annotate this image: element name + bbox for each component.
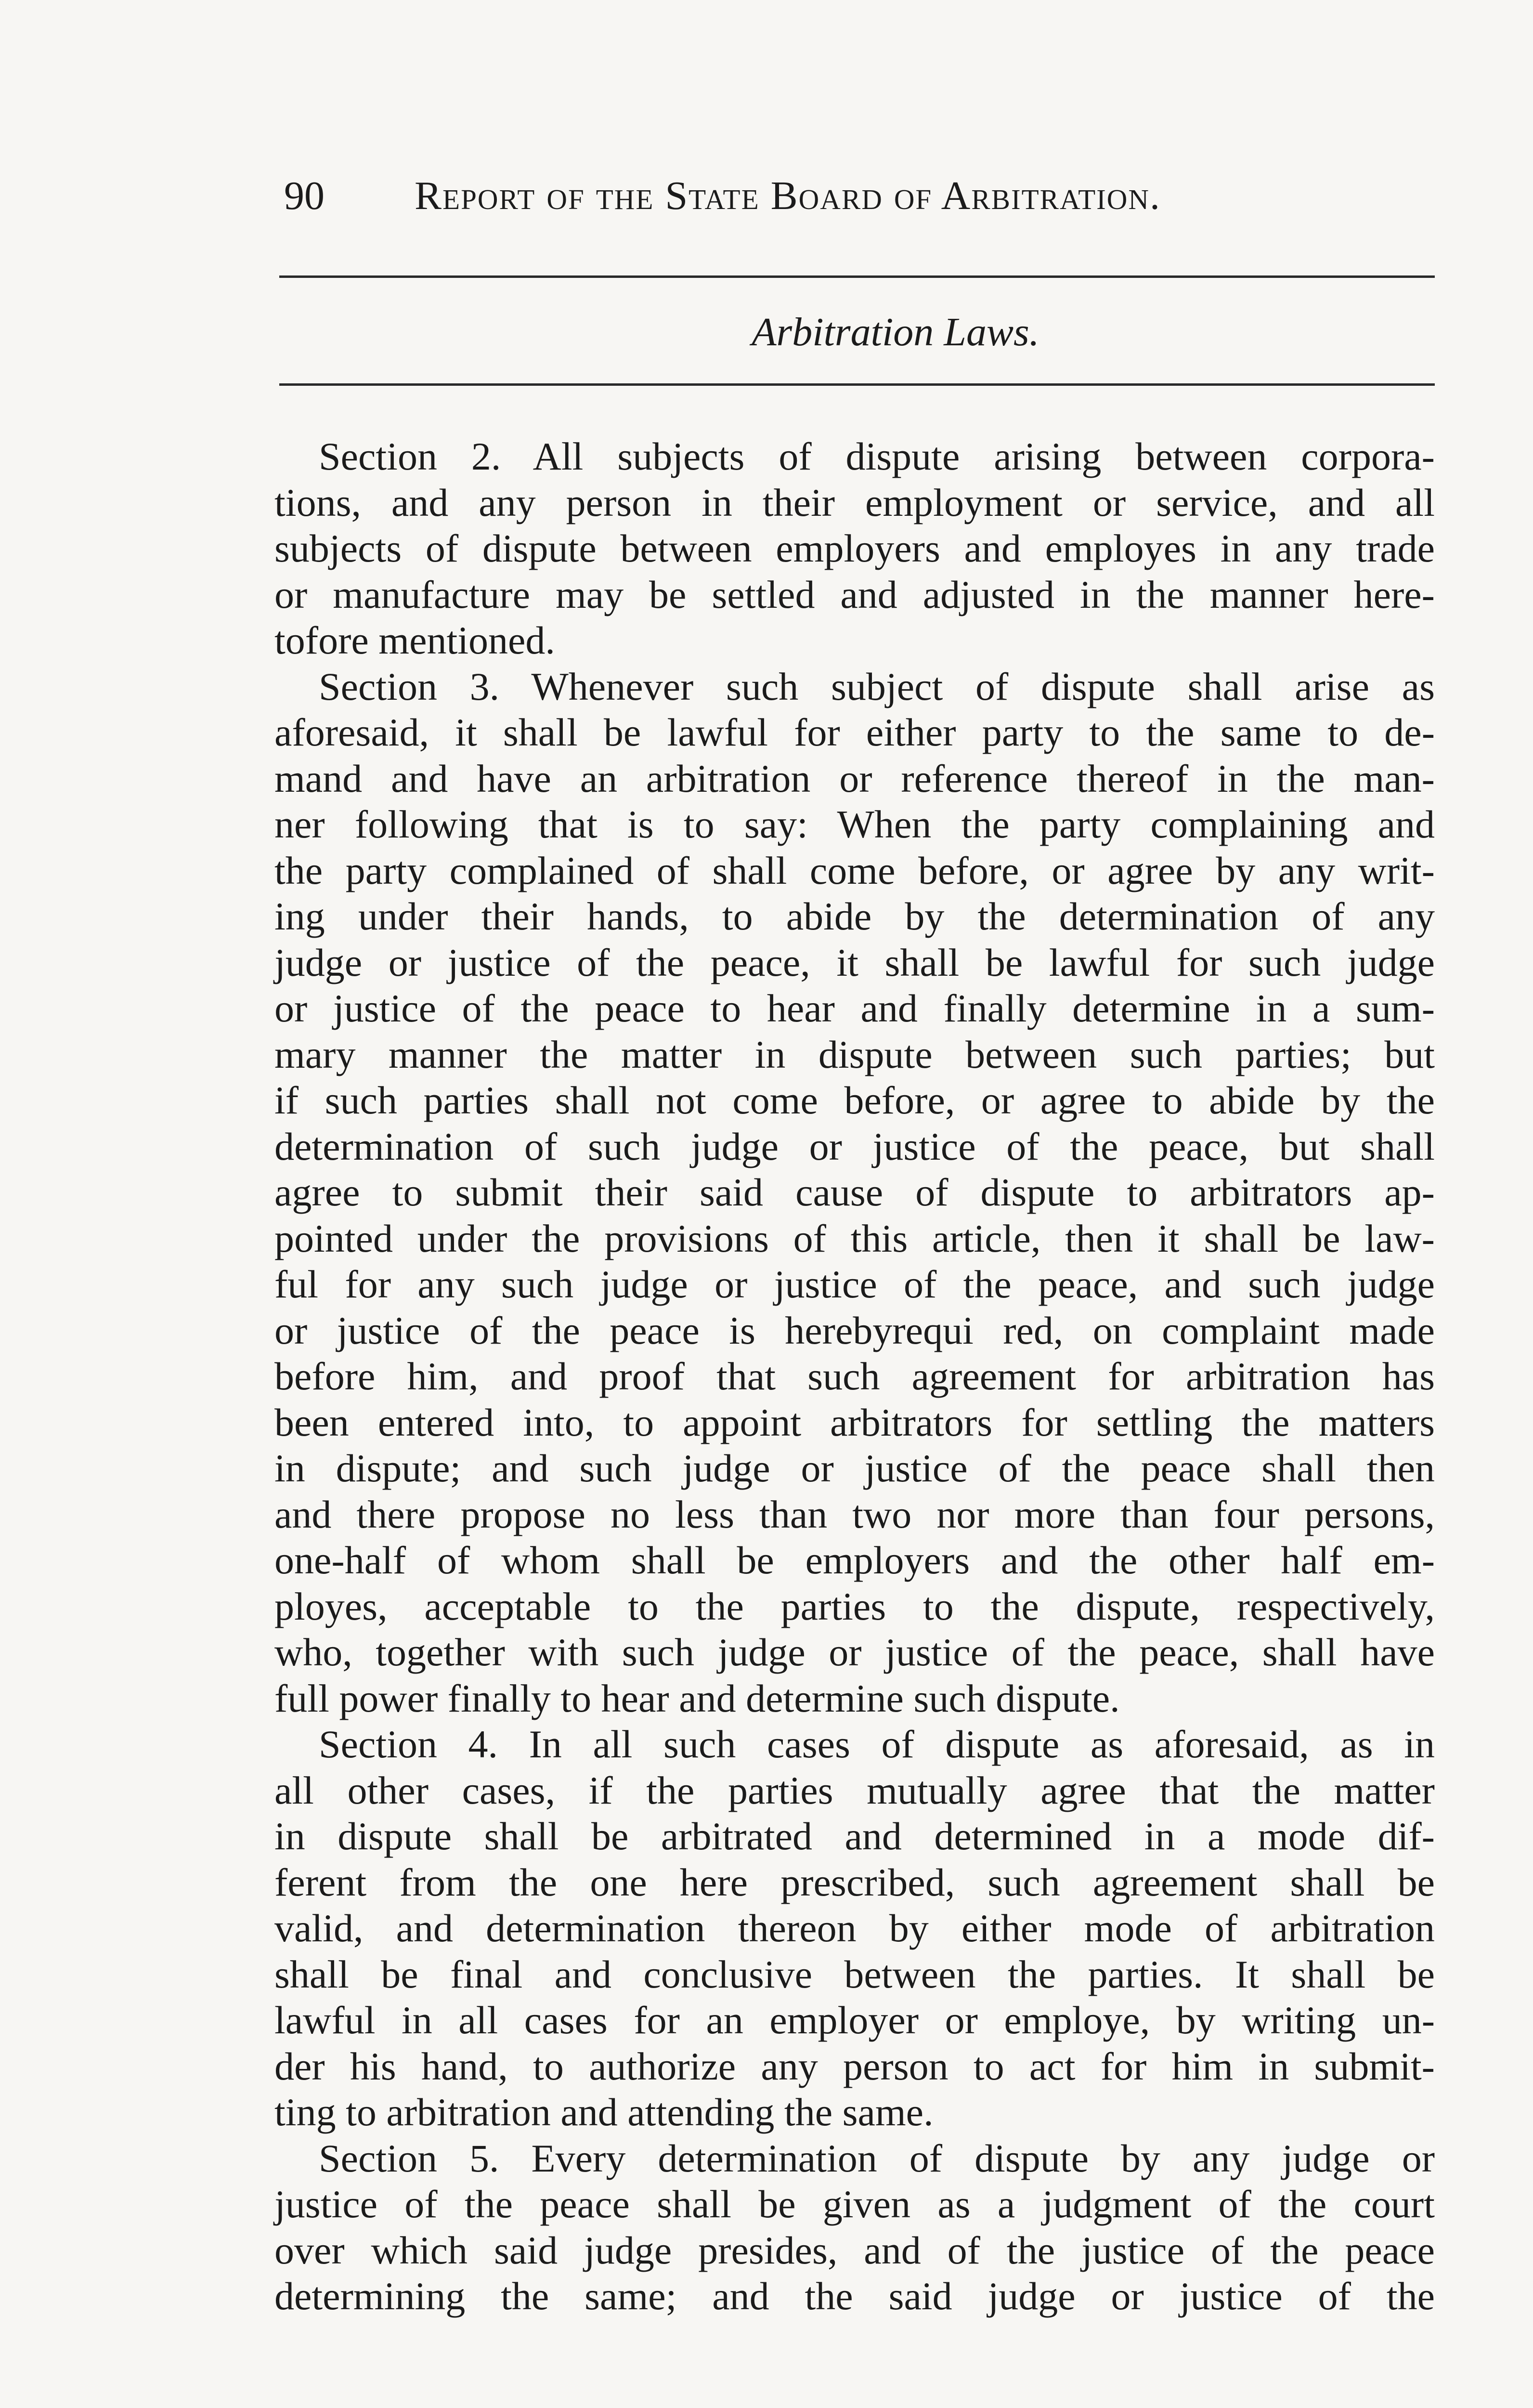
text-line: or manufacture may be settled and adjusted in the manner here-	[274, 572, 1435, 616]
text-line: before him, and proof that such agreement for arbitration has	[274, 1354, 1435, 1398]
text-line: justice of the peace shall be given as a judgment of the court	[274, 2182, 1435, 2226]
page-number: 90	[284, 173, 325, 218]
text-line: determining the same; and the said judge or justice of the	[274, 2274, 1435, 2318]
text-line: ful for any such judge or justice of the peace, and such judge	[274, 1262, 1435, 1306]
text-line: tofore mentioned.	[274, 618, 555, 662]
text-line: pointed under the provisions of this article, then it shall be law-	[274, 1216, 1435, 1260]
running-head	[284, 170, 1430, 222]
text-line: full power finally to hear and determine such dispute.	[274, 1676, 1120, 1720]
text-line: valid, and determination thereon by either mode of arbitration	[274, 1906, 1435, 1950]
text-line: and there propose no less than two nor more than four persons,	[274, 1492, 1435, 1536]
text-line: determination of such judge or justice of the peace, but shall	[274, 1124, 1435, 1168]
running-title: Report of the State Board of Arbitration.	[415, 173, 1161, 218]
text-line: Section 4. In all such cases of dispute as aforesaid, as in	[319, 1722, 1435, 1766]
text-line: who, together with such judge or justice of the peace, shall have	[274, 1630, 1435, 1674]
text-line: lawful in all cases for an employer or employe, by writing un-	[274, 1998, 1435, 2042]
text-line: mand and have an arbitration or reference thereof in the man-	[274, 756, 1435, 800]
text-line: or justice of the peace to hear and finally determine in a sum-	[274, 986, 1435, 1030]
text-line: tions, and any person in their employment or service, and all	[274, 480, 1435, 524]
header-rule-bottom	[279, 383, 1435, 386]
text-line: the party complained of shall come before, or agree by any writ-	[274, 848, 1435, 892]
text-line: ting to arbitration and attending the same.	[274, 2090, 934, 2134]
text-line: if such parties shall not come before, or agree to abide by the	[274, 1078, 1435, 1122]
text-line: Section 2. All subjects of dispute arising between corpora-	[319, 434, 1435, 478]
text-line: ing under their hands, to abide by the determination of any	[274, 894, 1435, 938]
body-text	[274, 433, 1435, 2319]
text-line: mary manner the matter in dispute between such parties; but	[274, 1032, 1435, 1076]
text-line: in dispute shall be arbitrated and determined in a mode dif-	[274, 1814, 1435, 1858]
text-line: over which said judge presides, and of the justice of the peace	[274, 2228, 1435, 2272]
text-line: der his hand, to authorize any person to act for him in submit-	[274, 2044, 1435, 2088]
text-line: shall be final and conclusive between the parties. It shall be	[274, 1952, 1435, 1996]
section-heading: Arbitration Laws.	[752, 310, 1039, 354]
text-line: Section 3. Whenever such subject of dispute shall arise as	[319, 664, 1435, 708]
text-line: ployes, acceptable to the parties to the dispute, respectively,	[274, 1584, 1435, 1628]
header-rule-top	[279, 275, 1435, 278]
text-line: agree to submit their said cause of dispute to arbitrators ap-	[274, 1170, 1435, 1214]
text-line: ner following that is to say: When the party complaining and	[274, 802, 1435, 846]
text-line: judge or justice of the peace, it shall be lawful for such judge	[274, 940, 1435, 984]
text-line: in dispute; and such judge or justice of the peace shall then	[274, 1446, 1435, 1490]
text-line: aforesaid, it shall be lawful for either party to the same to de-	[274, 710, 1435, 754]
text-line: Section 5. Every determination of dispute by any judge or	[319, 2136, 1435, 2180]
text-line: subjects of dispute between employers and employes in any trade	[274, 526, 1435, 570]
text-line: one-half of whom shall be employers and the other half em-	[274, 1538, 1435, 1582]
text-line: ferent from the one here prescribed, such agreement shall be	[274, 1860, 1435, 1904]
text-line: been entered into, to appoint arbitrators for settling the matters	[274, 1400, 1435, 1444]
text-line: or justice of the peace is herebyrequi red, on complaint made	[274, 1308, 1435, 1352]
text-line: all other cases, if the parties mutually agree that the matter	[274, 1768, 1435, 1812]
